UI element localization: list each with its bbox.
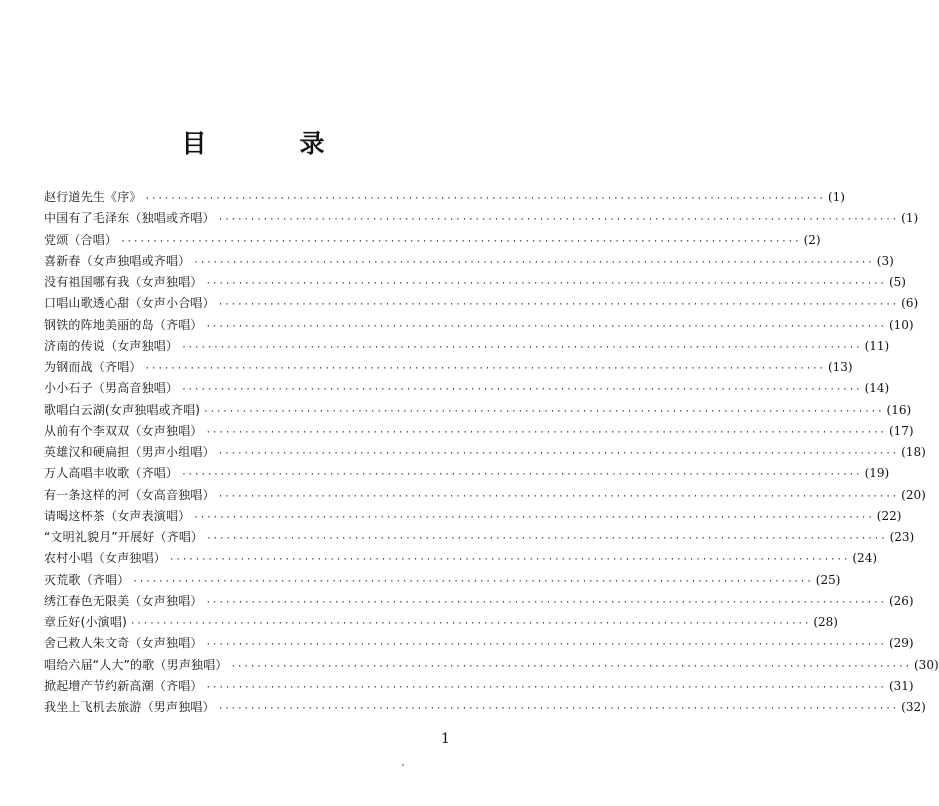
toc-entry: [44, 294, 919, 315]
toc-entry: [44, 464, 890, 485]
toc-entry-page: (25): [815, 572, 841, 587]
toc-entry: [44, 316, 914, 337]
toc-entry: [44, 613, 838, 634]
toc-leader-dots: ··········································································································: [120, 236, 801, 247]
toc-entry: [44, 571, 841, 592]
toc-entry: [44, 486, 926, 507]
toc-entry-page: (23): [889, 530, 915, 544]
toc-leader-dots: ··········································································································: [181, 385, 862, 396]
toc-entry: [44, 252, 894, 273]
toc-leader-dots: ··········································································································: [181, 342, 862, 353]
toc-entry-title: 有一条这样的河（女高音独唱）: [44, 487, 215, 502]
toc-leader-dots: ··········································································································: [206, 534, 887, 544]
toc-entry-title: 中国有了毛泽东（独唱或齐唱）: [44, 211, 215, 226]
toc-leader-dots: ··········································································································: [144, 364, 825, 374]
toc-entry-page: (28): [813, 615, 838, 629]
toc-entry: [44, 634, 914, 655]
toc-entry: [44, 443, 926, 464]
toc-entry-title: 歌唱白云湖(女声独唱或齐唱): [44, 402, 201, 417]
toc-leader-dots: ··········································································································: [217, 491, 899, 502]
toc-entry-title: 舍己救人朱文奇（女声独唱）: [44, 636, 203, 651]
toc-entry: [44, 358, 853, 379]
toc-entry-page: (2): [803, 232, 821, 247]
toc-leader-dots: ··········································································································: [193, 512, 874, 523]
toc-entry: [44, 507, 902, 528]
toc-entry-title: “文明礼貌月”开展好（齐唱）: [44, 530, 204, 544]
toc-entry-title: 济南的传说（女声独唱）: [44, 338, 179, 353]
toc-entry-title: 为钢而战（齐唱）: [44, 360, 142, 374]
toc-entry-title: 掀起增产节约新高潮（齐唱）: [44, 678, 203, 693]
toc-leader-dots: ··········································································································: [217, 704, 899, 714]
toc-entry-page: (10): [888, 317, 914, 332]
toc-entry-title: 我坐上飞机去旅游（男声独唱）: [44, 700, 215, 714]
toc-entry-page: (20): [901, 487, 926, 502]
toc-entry-title: 英雄汉和硬扁担（男声小组唱）: [44, 445, 215, 459]
toc-entry: [44, 209, 919, 230]
toc-entry-page: (6): [901, 296, 919, 311]
toc-entry: [44, 592, 914, 613]
toc-entry-page: (17): [888, 423, 914, 438]
toc-leader-dots: ··········································································································: [205, 597, 886, 608]
toc-leader-dots: ··········································································································: [205, 427, 886, 438]
toc-entry-page: (32): [901, 700, 926, 714]
toc-entry-title: 钢铁的阵地美丽的岛（齐唱）: [44, 317, 203, 332]
toc-entry-page: (22): [876, 508, 902, 523]
toc-leader-dots: ··········································································································: [181, 470, 862, 481]
toc-entry-title: 请喝这杯茶（女声表演唱）: [44, 508, 191, 523]
toc-leader-dots: ··········································································································: [169, 555, 850, 566]
toc-entry-title: 唱给六届“人大”的歌（男声独唱）: [44, 657, 228, 672]
page-number: 1: [441, 731, 450, 747]
table-of-contents: [44, 188, 939, 719]
toc-entry: [44, 231, 821, 252]
toc-entry: [44, 528, 915, 549]
toc-entry-page: (5): [888, 275, 906, 289]
toc-leader-dots: ··········································································································: [144, 194, 825, 204]
toc-entry-title: 小小石子（男高音独唱）: [44, 381, 179, 396]
toc-entry: [44, 698, 926, 719]
toc-entry-page: (11): [864, 338, 890, 353]
toc-entry-title: 没有祖国哪有我（女声独唱）: [44, 275, 203, 289]
toc-leader-dots: ··········································································································: [129, 619, 811, 629]
toc-entry-page: (16): [886, 402, 912, 417]
toc-entry: [44, 379, 890, 400]
toc-leader-dots: ··········································································································: [230, 661, 911, 672]
toc-leader-dots: ··········································································································: [205, 321, 886, 332]
toc-entry: [44, 273, 906, 294]
toc-entry-title: 党颂（合唱）: [44, 232, 118, 247]
toc-entry-page: (30): [914, 657, 939, 672]
toc-entry-title: 赵行道先生《序》: [44, 190, 142, 204]
toc-entry-title: 口唱山歌透心甜（女声小合唱）: [44, 296, 215, 311]
toc-leader-dots: ··········································································································: [203, 406, 884, 417]
toc-entry-page: (24): [852, 551, 878, 566]
toc-entry-page: (14): [864, 381, 890, 396]
page-title: 目 录: [181, 129, 359, 158]
toc-entry-title: 喜新春（女声独唱或齐唱）: [44, 253, 191, 268]
toc-entry-title: 绣江春色无限美（女声独唱）: [44, 593, 203, 608]
toc-leader-dots: ··········································································································: [193, 257, 874, 268]
toc-leader-dots: ··········································································································: [205, 279, 886, 289]
toc-entry: [44, 656, 939, 677]
scan-speck: [402, 764, 404, 766]
toc-entry-page: (13): [827, 360, 853, 374]
toc-entry-page: (29): [888, 636, 914, 651]
toc-leader-dots: ··········································································································: [205, 640, 886, 651]
toc-entry-title: 从前有个李双双（女声独唱）: [44, 423, 203, 438]
toc-entry-title: 灭荒歌（齐唱）: [44, 572, 130, 587]
toc-entry-title: 农村小唱（女声独唱）: [44, 551, 167, 566]
toc-entry-page: (3): [876, 253, 894, 268]
toc-leader-dots: ··········································································································: [217, 215, 899, 226]
toc-leader-dots: ··········································································································: [205, 682, 886, 693]
toc-entry-page: (1): [901, 211, 919, 226]
toc-entry-page: (26): [888, 593, 914, 608]
toc-entry: [44, 677, 914, 698]
toc-entry: [44, 337, 890, 358]
toc-entry: [44, 401, 912, 422]
toc-entry-page: (1): [827, 190, 845, 204]
toc-entry-title: 章丘好(小演唱): [44, 615, 127, 629]
toc-entry: [44, 422, 914, 443]
toc-leader-dots: ··········································································································: [217, 449, 899, 459]
toc-entry: [44, 188, 845, 209]
toc-entry-page: (18): [901, 445, 926, 459]
toc-leader-dots: ··········································································································: [132, 576, 813, 587]
toc-entry: [44, 549, 878, 570]
toc-entry-page: (19): [864, 466, 890, 481]
toc-entry-title: 万人高唱丰收歌（齐唱）: [44, 466, 179, 481]
toc-entry-page: (31): [888, 678, 914, 693]
toc-leader-dots: ··········································································································: [217, 300, 899, 311]
